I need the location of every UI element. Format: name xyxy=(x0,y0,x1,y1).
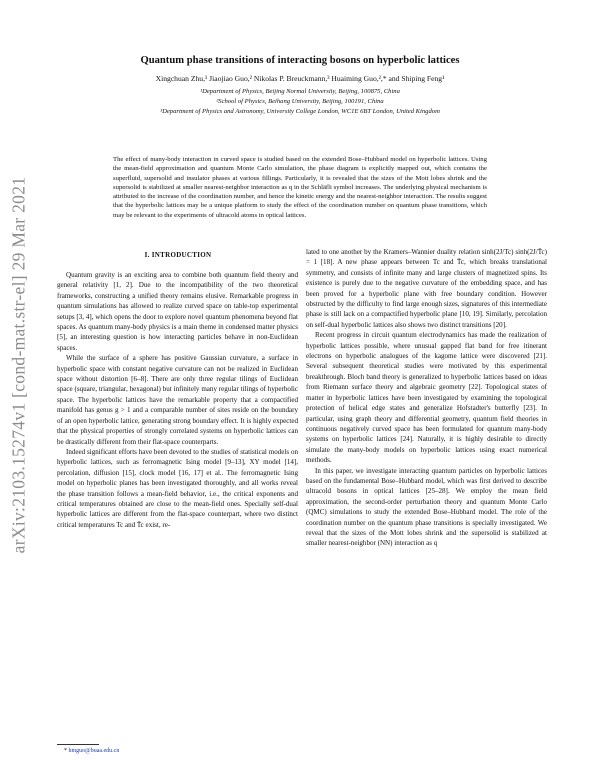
paragraph: While the surface of a sphere has positive Gaussian curvature, a surface in hyperbolic space with constant negative curvature can not be realized in Euclidean space without distortion [6–8]. There are only three regular tilings of Euclidean space (square, triangular, hexagonal) but infinitely many regular tilings of hyperbolic space. The hyperbolic lattices have the remarkable property that a compactified manifold has genus g > 1 and a comparable number of sites reside on the boundary of an open hyperbolic lattice, generating strong boundary effect. It is highly expected that the physical properties of strongly correlated systems on hyperbolic lattices can be drastically different from their flat-space counterparts. xyxy=(57,354,298,446)
left-column xyxy=(57,270,298,530)
paragraph: Quantum gravity is an exciting area to combine both quantum field theory and general relativity [1, 2]. Due to the incompatibility of the two theoretical frameworks, constructing a unified theory remains elusive. Remarkable progress in quantum simulations has allowed to realize curved space on table-top experimental setups [3, 4], which opens the door to explore novel quantum phenomena beyond flat spaces. As quantum many-body physics is a main theme in condensed matter physics [5], an interesting question is how interacting particles behave in non-Euclidean spaces. xyxy=(57,271,298,352)
paper-title: Quantum phase transitions of interacting bosons on hyperbolic lattices xyxy=(140,55,460,66)
section-heading-introduction: I. INTRODUCTION xyxy=(144,251,212,259)
right-column xyxy=(306,247,547,549)
footnote-email-link[interactable]: hmguo@buaa.edu.cn xyxy=(68,748,120,754)
footnote-rule xyxy=(57,744,99,745)
footnote xyxy=(64,748,119,754)
abstract: The effect of many-body interaction in curved space is studied based on the extended Bose–Hubbard model on hyperbolic lattices. Using the mean-field approximation and quantum Monte Carlo simulation, the phase diagram is explicitly mapped out, which contains the superfluid, supersolid and insulator phases at various fillings. Particularly, it is revealed that the sizes of the Mott lobes shrink and the supersolid is stabilized at smaller nearest-neighbor interaction as q in the Schläfli symbol increases. The underlying physical mechanism is attributed to the increase of the coordination number, and hence the kinetic energy and the nearest-neighbor interaction. The results suggest that the hyperbolic lattices may be a unique platform to study the effect of the coordination number on quantum phase transitions, which may be relevant to the experiments of ultracold atoms in optical lattices. xyxy=(113,156,487,219)
affiliation-3: ³Department of Physics and Astronomy, University College London, WC1E 6BT London, United Kingdom xyxy=(160,108,440,115)
arxiv-identifier: arXiv:2103.15274v1 [cond-mat.str-el] 29 Mar 2021 xyxy=(8,176,29,554)
affiliation-2: ²School of Physics, Beihang University, Beijing, 100191, China xyxy=(216,98,384,105)
paragraph: Recent progress in circuit quantum electrodynamics has made the realization of hyperbolic lattices possible, where unusual gapped flat band for free itinerant electrons on hyperbolic analogues of the kagome lattice were discovered [21]. Several subsequent theoretical studies were motivated by this experimental breakthrough. Bloch band theory is generalized to hyperbolic lattices based on ideas from Riemann surface theory and algebraic geometry [22]. Topological states of matter in hyperbolic lattices have been investigated by examining the topological protection of helical edge states and generalize Hofstadter's butterfly [23]. In particular, using graph theory and differential geometry, quantum field theories in continuous negatively curved space has been formulated for quantum many-body systems on hyperbolic lattices [24]. Naturally, it is highly desirable to directly simulate the many-body models on hyperbolic lattices using exact numerical methods. xyxy=(306,331,547,465)
arxiv-stamp-margin xyxy=(4,130,34,600)
affiliation-1: ¹Department of Physics, Beijing Normal University, Beijing, 100875, China xyxy=(200,88,400,95)
paragraph: In this paper, we investigate interacting quantum particles on hyperbolic lattices based on the fundamental Bose–Hubbard model, which was first derived to describe ultracold bosons in optical lattices [25–28]. We employ the mean field approximation, the second-order perturbation theory and quantum Monte Carlo (QMC) simulations to study the extended Bose–Hubbard model. The role of the coordination number on the quantum phase transitions is specially investigated. We reveal that the sizes of the Mott lobes shrink and the supersolid is stabilized at smaller nearest-neighbor (NN) interaction as q xyxy=(306,466,547,548)
author-list: Xingchuan Zhu,¹ Jiaojiao Guo,² Nikolas P. Breuckmann,³ Huaiming Guo,²,* and Shiping Feng¹ xyxy=(155,74,445,83)
paragraph: lated to one another by the Kramers–Wannier duality relation sinh(2J/Tc) sinh(2J/T̄c) = 1 [18]. A new phase appears between Tc and T̄c, which breaks translational symmetry, and consists of infinite many and large clusters of magnetized spins. Its existence is purely due to the negative curvature of the embedding space, and has been proved for a hyperbolic plane with free boundary condition. However obstructed by the difficulty to find large enough sizes, signatures of this intermediate phase is still lack on a compactified hyperbolic plane [10, 19]. Similarly, percolation on self-dual hyperbolic lattices also shows two distinct transitions [20]. xyxy=(306,248,547,329)
footnote-marker: * xyxy=(64,748,67,754)
paragraph: Indeed significant efforts have been devoted to the studies of statistical models on hyperbolic lattices, such as ferromagnetic Ising model [9–13], XY model [14], percolation, diffusion [15], clock model [16, 17] et al.. The ferromagnetic Ising model on hyperbolic planes has been investigated thoroughly, and all works reveal the phase transition follows a mean-field behavior, i.e., the critical exponents and critical temperatures obtained are close to the mean-field ones. Specially self-dual hyperbolic lattices are different from the flat-space counterpart, where two distinct critical temperatures Tc and T̄c exist, re- xyxy=(57,447,298,529)
